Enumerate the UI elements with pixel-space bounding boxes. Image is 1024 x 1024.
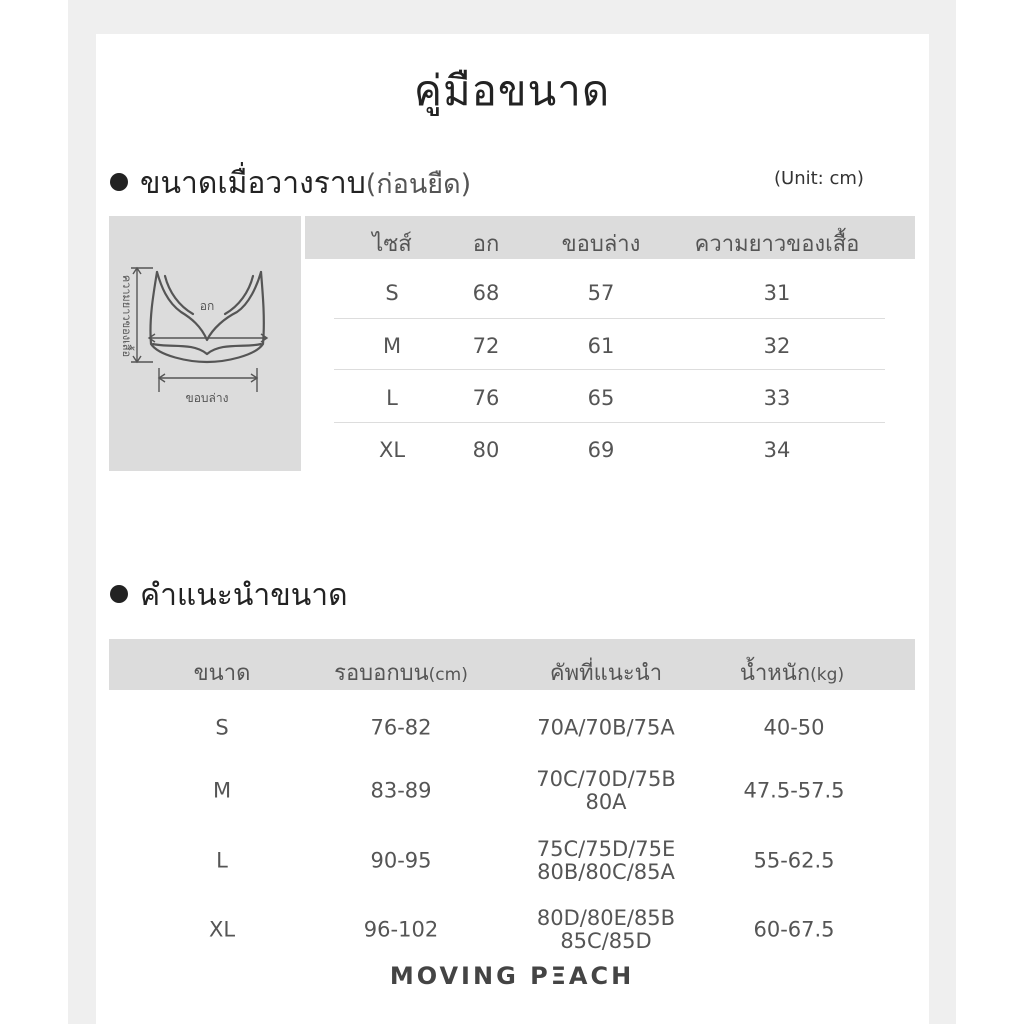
column-header-weight-label: น้ำหนัก: [739, 661, 811, 686]
table-cell: 60-67.5: [753, 917, 835, 942]
table-cell: [537, 717, 674, 740]
section-size-recommendation-title: คำแนะนำขนาด: [140, 578, 348, 613]
bullet-icon: [110, 173, 128, 191]
table-cell: 47.5-57.5: [743, 778, 845, 803]
table-cell: 76-82: [370, 715, 432, 740]
bullet-icon: [110, 585, 128, 603]
brand-logo: MOVING PΞACH: [389, 962, 635, 990]
table-cell: 65: [587, 386, 615, 410]
table-cell: 57: [587, 281, 615, 305]
table-cell: S: [385, 281, 399, 305]
table-cell: 76: [472, 386, 500, 410]
table-cell: [537, 907, 675, 953]
cup-line: 80D/80E/85B: [536, 906, 676, 930]
section-size-recommendation-heading: [110, 572, 348, 619]
column-header-underband: ขอบล่าง: [561, 232, 641, 257]
row-divider: [334, 369, 885, 370]
table-cell: L: [386, 386, 398, 410]
table-cell: 40-50: [763, 715, 825, 740]
section-flat-size-title: ขนาดเมื่อวางราบ: [140, 166, 366, 201]
table-cell: 83-89: [370, 778, 432, 803]
column-header-bust-label: รอบอกบน: [334, 661, 429, 686]
cup-line: 80A: [585, 790, 627, 814]
table-cell: XL: [378, 438, 406, 462]
unit-label: (Unit: cm): [774, 168, 864, 189]
table-cell: [537, 838, 675, 884]
table-cell: 72: [472, 334, 500, 358]
cup-line: 75C/75D/75E: [536, 837, 676, 861]
table-cell: 61: [587, 334, 615, 358]
column-header-bust-unit: (cm): [428, 665, 468, 685]
table-cell: 96-102: [363, 917, 439, 942]
bra-outline-icon: [109, 216, 301, 471]
table-cell: 68: [472, 281, 500, 305]
section-flat-size-subtitle: (ก่อนยืด): [365, 169, 472, 200]
row-divider: [334, 422, 885, 423]
section-flat-size-heading: [110, 160, 471, 207]
page-title: คู่มือขนาด: [413, 66, 611, 115]
column-header-size: ไซส์: [372, 232, 412, 257]
diagram-label-underband: ขอบล่าง: [185, 391, 229, 405]
column-header-weight-unit: (kg): [810, 665, 845, 685]
diagram-label-bust: อก: [199, 299, 215, 313]
column-header-bust: [334, 655, 468, 690]
table-cell: 34: [763, 438, 791, 462]
cup-line: 80B/80C/85A: [537, 860, 675, 884]
table-cell: 33: [763, 386, 791, 410]
cup-line: 70A/70B/75A: [537, 715, 675, 740]
table-cell: 69: [587, 438, 615, 462]
cup-line: 85C/85D: [560, 929, 652, 953]
table-cell: 80: [472, 438, 500, 462]
diagram-label-length: ความยาวของเสื้อ: [120, 274, 133, 358]
table-cell: M: [382, 334, 402, 358]
column-header-cup: คัพที่แนะนำ: [549, 661, 663, 686]
table-cell: M: [212, 778, 232, 803]
bra-measurement-diagram: [109, 216, 301, 471]
cup-line: 70C/70D/75B: [536, 767, 676, 791]
table-cell: L: [216, 848, 228, 873]
column-header-size: ขนาด: [193, 661, 251, 686]
column-header-weight: [740, 655, 844, 690]
table-cell: S: [215, 715, 229, 740]
table-cell: 90-95: [370, 848, 432, 873]
table-cell: 32: [763, 334, 791, 358]
column-header-length: ความยาวของเสื้อ: [694, 232, 860, 257]
table-cell: XL: [208, 917, 236, 942]
table-cell: 55-62.5: [753, 848, 835, 873]
table-cell: 31: [763, 281, 791, 305]
column-header-bust: อก: [472, 232, 500, 257]
row-divider: [334, 318, 885, 319]
table-cell: [536, 768, 676, 814]
